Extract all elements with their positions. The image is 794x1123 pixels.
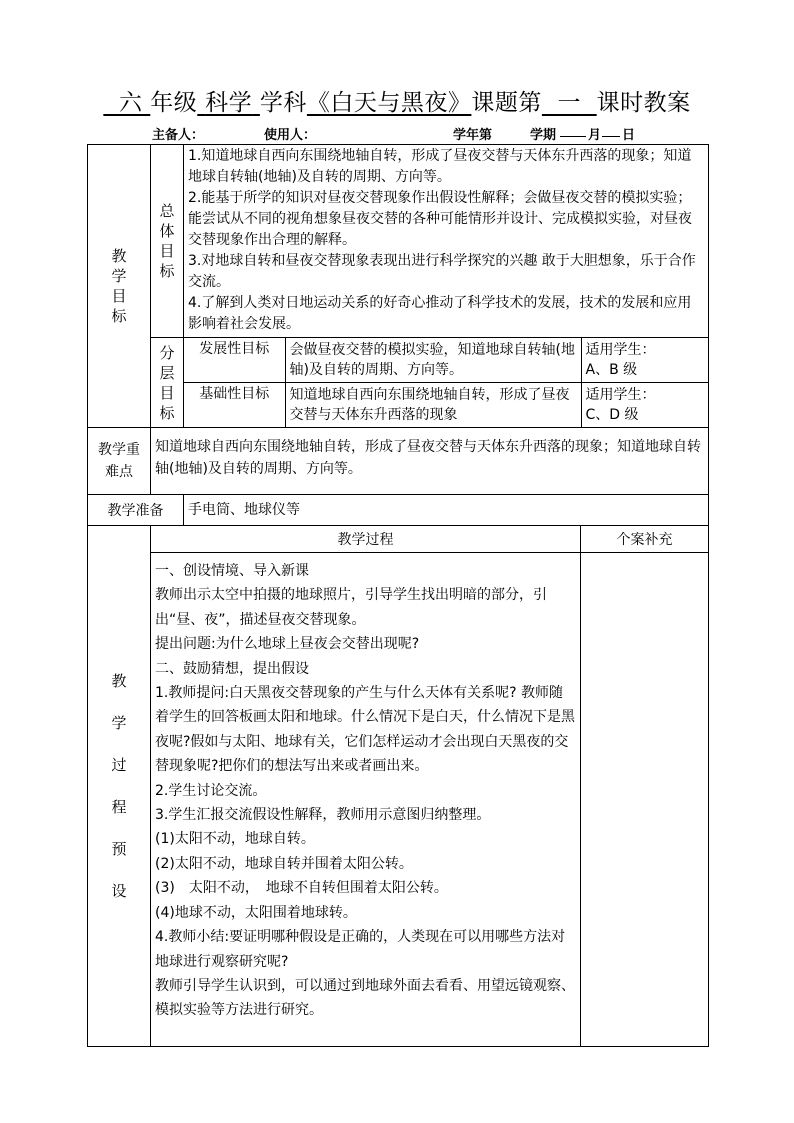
process-paragraph: 4.教师小结:要证明哪种假设是正确的，人类现在可以用哪些方法对地球进行观察研究呢? [155, 929, 566, 970]
title-subject: 科学 [205, 90, 253, 116]
key-points-content: 知道地球自西向东围绕地轴自转，形成了昼夜交替与天体东升西落的现象；知道地球自转轴(地轴)及自转的周期、方向等。 [155, 439, 701, 477]
process-paragraph: 提出问题:为什么地球上昼夜会交替出现呢? [155, 636, 420, 653]
title-period-suffix: 课时教案 [596, 90, 691, 116]
teaching-goals-label: 教学目标 [111, 247, 127, 325]
semester-label: 学期 [530, 128, 557, 143]
overall-goals-row [88, 145, 709, 338]
tier-students-label: 适用学生： [585, 342, 656, 358]
overall-goal-item: 3.对地球自转和昼夜交替现象表现出进行科学探究的兴趣 敢于大胆想象，乐于合作交流。 [188, 253, 696, 290]
notes-content [581, 553, 709, 1047]
tier-name: 发展性目标 [184, 338, 285, 383]
process-content [151, 553, 580, 1025]
key-points-content-cell [151, 428, 709, 495]
month-label: 月 [588, 128, 602, 143]
title-lesson: 《白天与黑夜》 [306, 90, 472, 116]
process-paragraph: 1.教师提问:白天黑夜交替现象的产生与什么天体有关系呢? 教师随着学生的回答板画太阳和地球。什么情况下是白天，什么情况下是黑夜呢?假如与太阳、地球有关，它们怎样运动才会出现白天黑夜的交替现象呢?把你们的想法写出来或者画出来。 [155, 685, 575, 775]
overall-goal-item: 1.知道地球自西向东围绕地轴自转，形成了昼夜交替与天体东升西落的现象；知道地球自转轴(地轴)及自转的周期、方向等。 [188, 148, 692, 185]
preparation-label: 教学准备 [88, 495, 184, 526]
overall-goals-label: 总体目标 [159, 202, 175, 280]
process-label-cell [88, 526, 151, 1047]
lesson-plan-title [0, 84, 794, 117]
process-content-row [88, 553, 709, 1047]
tier-goals-label-cell [151, 338, 184, 428]
overall-goal-item: 4.了解到人类对日地运动关系的好奇心推动了科学技术的发展，技术的发展和应用影响着社会发展。 [188, 295, 692, 332]
process-paragraph: 2.学生讨论交流。 [155, 782, 267, 799]
tier-goals-label: 分层目标 [159, 343, 175, 422]
tier-name: 基础性目标 [184, 383, 285, 428]
tier-students-cell [581, 383, 709, 428]
process-paragraph: (3) 太阳不动， 地球不自转但围着太阳公转。 [155, 880, 448, 897]
process-header: 教学过程 [151, 526, 581, 553]
tier-content-cell [285, 338, 581, 383]
preparer-label: 主备人： [152, 128, 205, 143]
user-label: 使用人： [264, 128, 317, 143]
key-points-label-line1: 教学重 [98, 442, 140, 458]
tier-goals-content [184, 338, 709, 428]
process-paragraph: (1)太阳不动，地球自转。 [155, 831, 315, 848]
tier-row [184, 383, 709, 428]
tier-content: 知道地球自西向东围绕地轴自转，形成了昼夜交替与天体东升西落的现象 [289, 387, 570, 423]
tier-students-label: 适用学生： [585, 387, 656, 403]
day-blank [602, 124, 620, 141]
process-header-row [88, 526, 709, 553]
overall-goals-content [184, 145, 709, 338]
tier-students: C、D 级 [585, 407, 639, 423]
tier-goals-table [184, 338, 709, 427]
teaching-goals-label-cell [88, 145, 151, 428]
process-paragraph: 3.学生汇报交流假设性解释，教师用示意图归纳整理。 [155, 807, 491, 824]
tier-content: 会做昼夜交替的模拟实验，知道地球自转轴(地轴)及自转的周期、方向等。 [289, 342, 575, 378]
preparation-row [88, 495, 709, 526]
title-topic-suffix: 课题第 [471, 90, 542, 116]
school-year-label: 学年第 [453, 128, 493, 143]
title-subject-suffix: 学科 [259, 90, 307, 116]
overall-goals-label-cell [151, 145, 184, 338]
key-points-row [88, 428, 709, 495]
month-blank [560, 124, 586, 141]
notes-header: 个案补充 [581, 526, 709, 553]
day-label: 日 [622, 128, 636, 143]
process-paragraph: 教师引导学生认识到，可以通过到地球外面去看看、用望远镜观察、模拟实验等方法进行研究。 [155, 977, 575, 1019]
process-content-cell [151, 553, 581, 1047]
lesson-plan-table [87, 144, 709, 1047]
process-paragraph: 二、鼓励猜想，提出假设 [155, 660, 309, 677]
key-points-label-line2: 难点 [105, 464, 133, 480]
tier-students-cell [581, 338, 709, 383]
tier-row [184, 338, 709, 383]
key-points-label-cell [88, 428, 151, 495]
title-period: 一 [557, 90, 582, 116]
title-grade-suffix: 年级 [150, 90, 198, 116]
tier-goals-row [88, 338, 709, 428]
preparation-content: 手电筒、地球仪等 [188, 501, 300, 518]
preparation-content-cell [184, 495, 709, 526]
tier-students: A、B 级 [585, 362, 638, 378]
process-paragraph: 教师出示太空中拍摄的地球照片，引导学生找出明暗的部分，引出“昼、夜”，描述昼夜交替现象。 [155, 587, 547, 628]
process-paragraph: (2)太阳不动，地球自转并围着太阳公转。 [155, 855, 413, 872]
tier-content-cell [285, 383, 581, 428]
process-paragraph: (4)地球不动，太阳围着地球转。 [155, 904, 357, 921]
process-paragraph: 一、创设情境、导入新课 [155, 563, 309, 579]
title-grade: 六 [118, 90, 143, 116]
process-label: 教学过程预设 [111, 672, 127, 900]
overall-goal-item: 2.能基于所学的知识对昼夜交替现象作出假设性解释；会做昼夜交替的模拟实验；能尝试从不同的视角想象昼夜交替的各种可能情形并设计、完成模拟实验，对昼夜交替现象作出合理的解释。 [188, 190, 692, 248]
